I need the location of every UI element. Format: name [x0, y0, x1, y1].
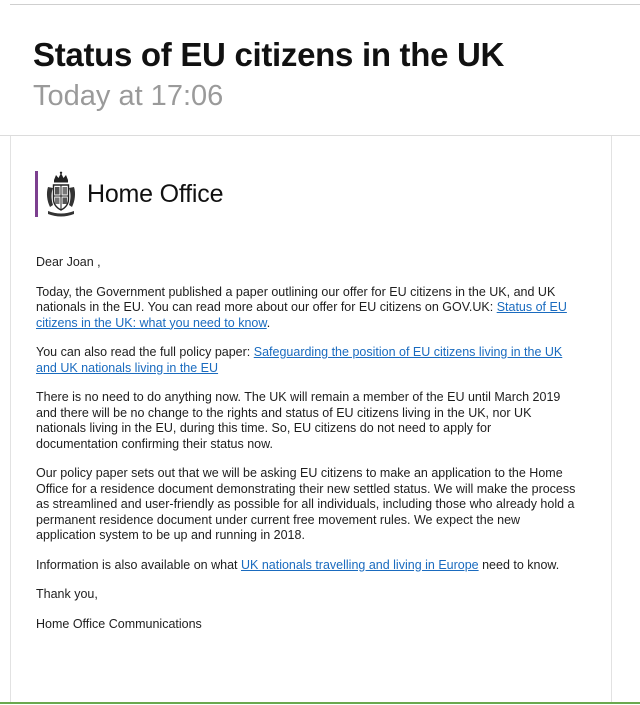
paragraph-text: Today, the Government published a paper outlining our offer for EU citizens in the UK, and UK nationals in the EU. You can read more about our offer for EU citizens on GOV.UK: [36, 284, 556, 314]
safeguarding-policy-paper-link[interactable]: Safeguarding the position of EU citizens living in the UK and UK nationals living in the EU [36, 345, 563, 375]
email-body [36, 255, 576, 646]
paragraph-text-end: need to know. [478, 557, 560, 572]
paragraph-text: You can also read the full policy paper: [36, 345, 254, 359]
email-subject: Status of EU citizens in the UK [33, 36, 505, 73]
royal-coat-of-arms-icon [45, 171, 77, 217]
paragraph-no-action-needed: There is no need to do anything now. The UK will remain a member of the EU until March 2019 and there will be no change to the rights and status of EU citizens living in the UK, nor UK nationals living in the EU, during this time. So, EU citizens do not need to apply for documentation confirming their status now. [36, 390, 561, 451]
paragraph-gov-offer [36, 285, 576, 332]
closing: Thank you, [36, 587, 98, 601]
organisation-name: Home Office [87, 179, 224, 208]
bottom-divider [0, 702, 640, 704]
top-divider [10, 4, 640, 5]
paragraph-settled-status: Our policy paper sets out that we will be asking EU citizens to make an application to the Home Office for a residence document demonstrating their new settled status. We will make the process as streamlined and user-friendly as possible for all individuals, including those who already hold a permanent residence document under current free movement rules. We expect the new application system to be up and running in 2018. [36, 466, 576, 542]
status-of-eu-citizens-link[interactable]: Status of EU citizens in the UK: what you need to know [36, 300, 567, 330]
paragraph-text: Information is also available on what [36, 557, 241, 572]
signature: Home Office Communications [36, 616, 202, 631]
home-office-logo [35, 171, 223, 217]
paragraph-uk-nationals-info [36, 558, 576, 574]
logo-accent-bar [35, 171, 38, 217]
paragraph-punctuation: . [266, 315, 271, 330]
paragraph-policy-paper [36, 345, 576, 376]
greeting: Dear Joan , [36, 255, 101, 269]
email-timestamp: Today at 17:06 [33, 80, 224, 112]
email-message [10, 136, 612, 703]
uk-nationals-in-europe-link[interactable]: UK nationals travelling and living in Europe [240, 557, 479, 572]
